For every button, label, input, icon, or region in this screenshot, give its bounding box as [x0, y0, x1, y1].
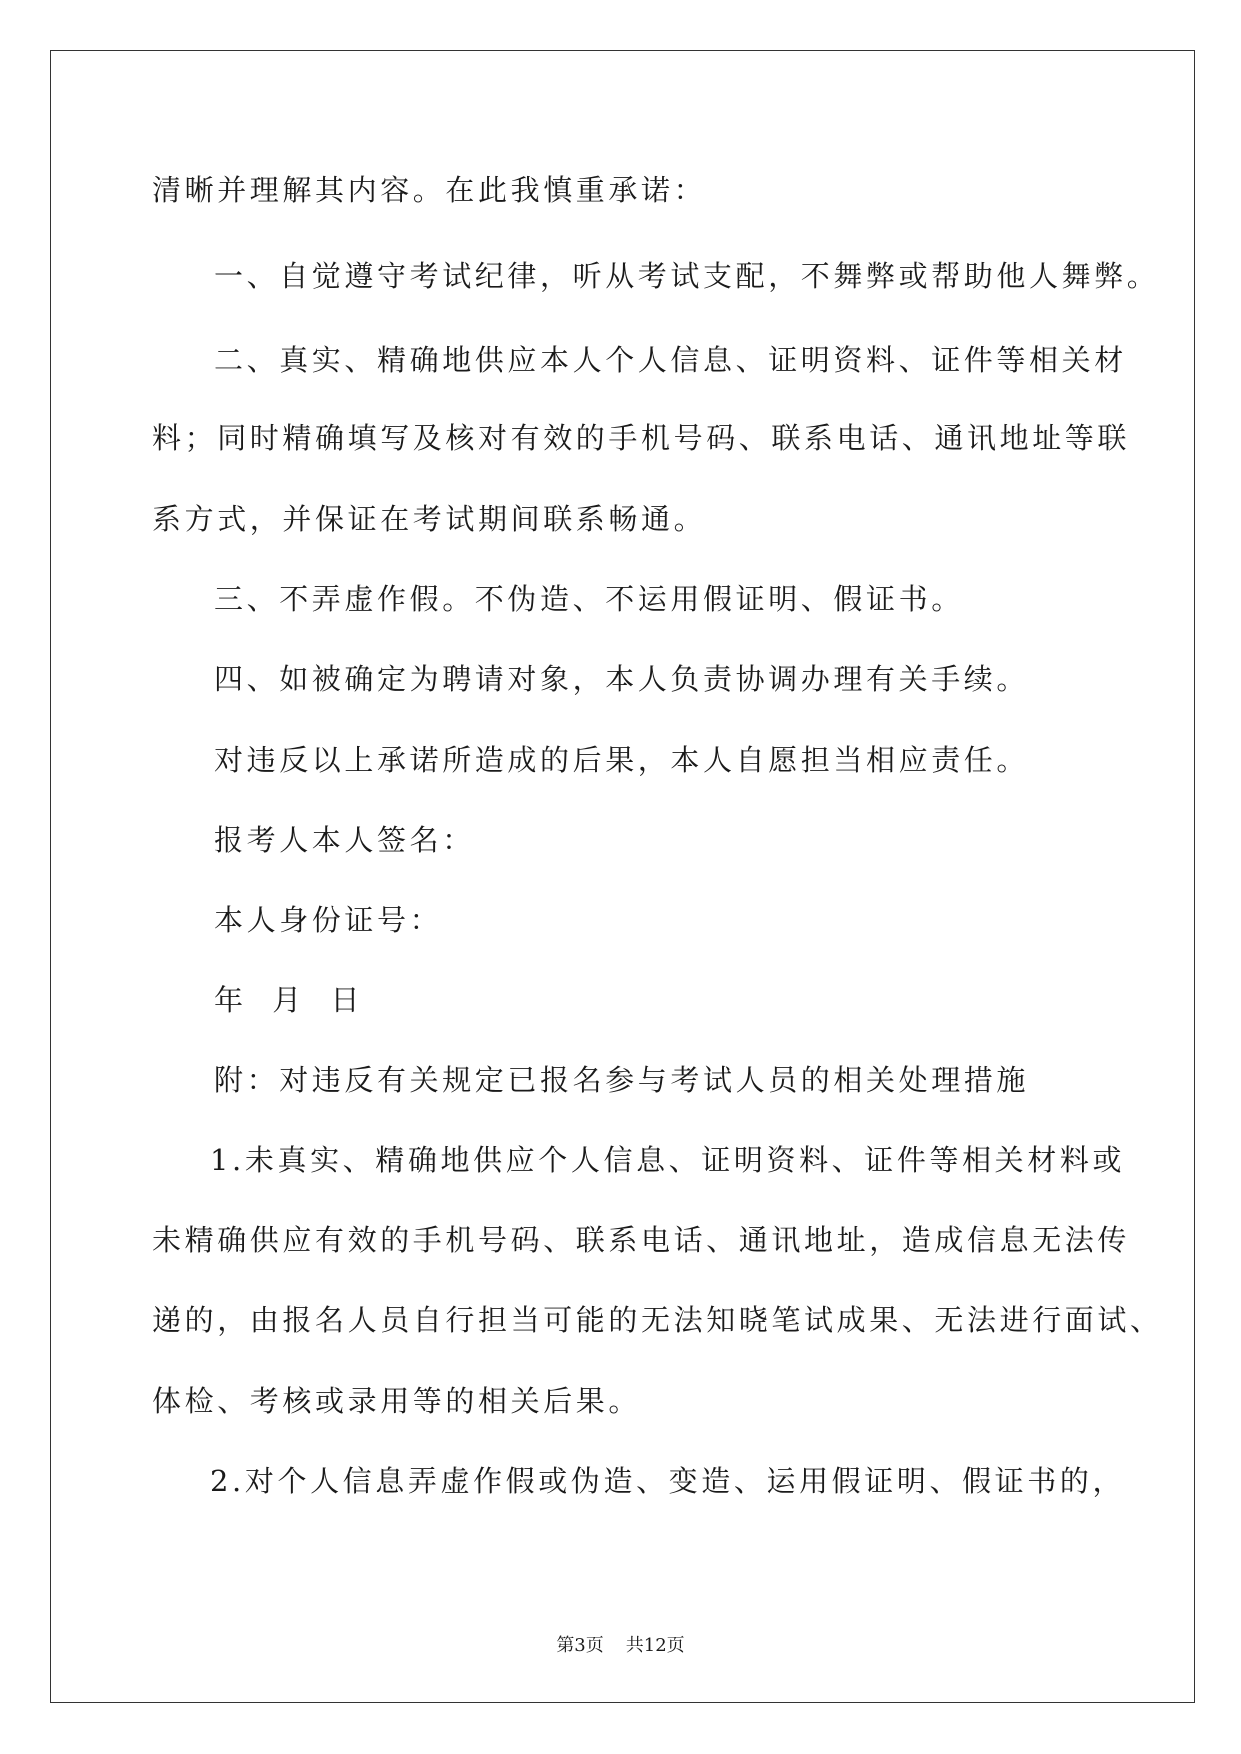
page-footer: [0, 1637, 1241, 1655]
text-line: 系方式，并保证在考试期间联系畅通。: [152, 502, 707, 536]
text-line: 二、真实、精确地供应本人个人信息、证明资料、证件等相关材: [214, 343, 1127, 377]
appendix-heading: 附：对违反有关规定已报名参与考试人员的相关处理措施: [214, 1063, 1030, 1097]
text-line: 一、自觉遵守考试纪律，听从考试支配，不舞弊或帮助他人舞弊。: [214, 259, 1160, 293]
page-border: [50, 50, 1195, 1703]
text-line: 三、不弄虚作假。不伪造、不运用假证明、假证书。: [214, 582, 964, 616]
date-line: 年 月 日: [214, 983, 364, 1017]
page-total: 共12页: [625, 1635, 685, 1656]
page-number: 第3页: [556, 1635, 604, 1656]
text-line: 报考人本人签名：: [214, 823, 475, 857]
text-line: 本人身份证号：: [214, 903, 443, 937]
text-line: 体检、考核或录用等的相关后果。: [152, 1384, 642, 1418]
text-line: 递的，由报名人员自行担当可能的无法知晓笔试成果、无法进行面试、: [152, 1303, 1163, 1337]
text-line: 1.未真实、精确地供应个人信息、证明资料、证件等相关材料或: [210, 1143, 1126, 1177]
text-line: 四、如被确定为聘请对象，本人负责协调办理有关手续。: [214, 662, 1030, 696]
text-line: 清晰并理解其内容。在此我慎重承诺：: [152, 173, 707, 207]
text-line: 未精确供应有效的手机号码、联系电话、通讯地址，造成信息无法传: [152, 1223, 1131, 1257]
text-line: 2.对个人信息弄虚作假或伪造、变造、运用假证明、假证书的，: [210, 1464, 1126, 1498]
text-line: 对违反以上承诺所造成的后果，本人自愿担当相应责任。: [214, 743, 1030, 777]
text-line: 料；同时精确填写及核对有效的手机号码、联系电话、通讯地址等联: [152, 421, 1131, 455]
